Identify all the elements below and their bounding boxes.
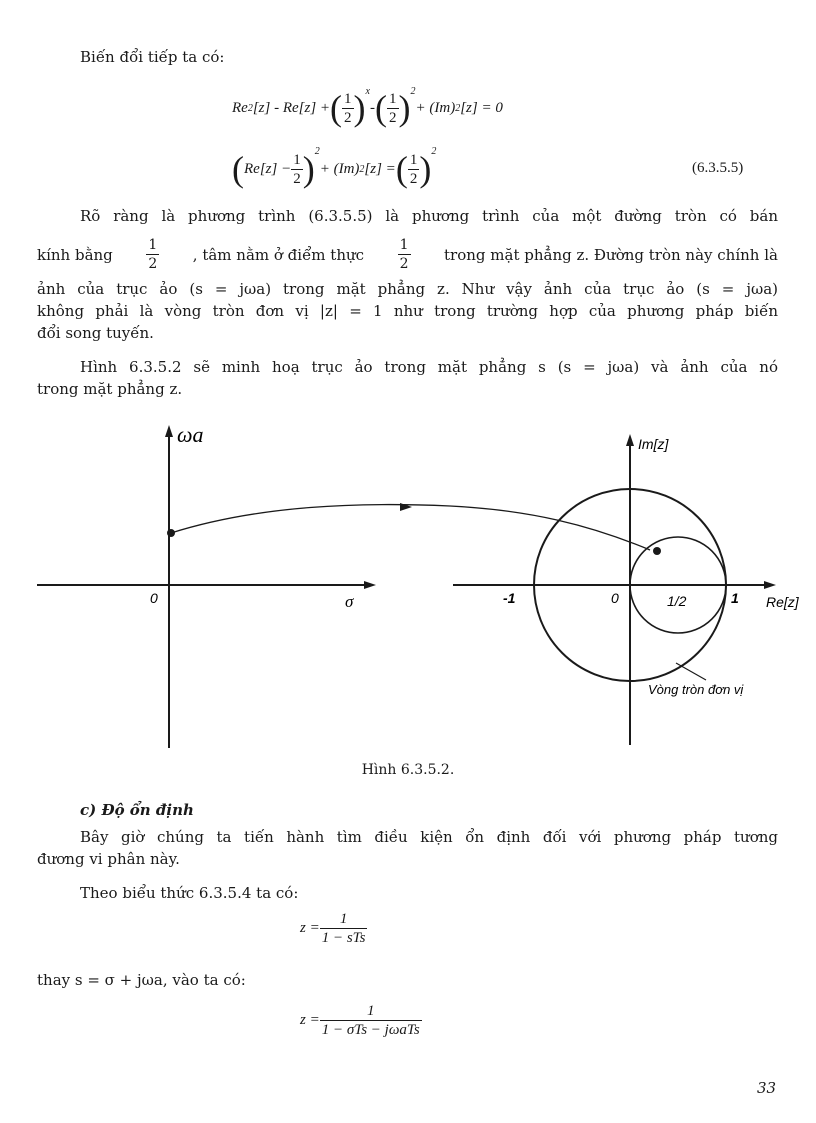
- section-heading: c) Độ ổn định: [80, 801, 194, 819]
- paragraph-1-line-5: đổi song tuyến.: [37, 324, 154, 342]
- tick-zero: 0: [611, 590, 619, 606]
- s-plane-omega-label: ωa: [177, 422, 204, 447]
- s-plane-origin-label: 0: [150, 590, 158, 606]
- paragraph-3-line-1: Bây giờ chúng ta tiến hành tìm điều kiện ổn định đối với phương pháp tương: [80, 828, 778, 846]
- z-plane-im-label: Im[z]: [638, 436, 669, 452]
- paragraph-1-line-1: Rõ ràng là phương trình (6.3.5.5) là phương trình của một đường tròn có bán: [80, 207, 778, 225]
- paragraph-5: thay s = σ + jωa, vào ta có:: [37, 971, 246, 989]
- unit-circle-label: Vòng tròn đơn vị: [648, 682, 744, 697]
- page-number: 33: [757, 1079, 777, 1097]
- mapping-curve: [171, 505, 650, 550]
- figure-caption: Hình 6.3.5.2.: [361, 762, 455, 778]
- s-plane-vertical-arrow: [165, 425, 173, 437]
- z-plane-point: [653, 547, 661, 555]
- paragraph-2-line-1: Hình 6.3.5.2 sẽ minh hoạ trục ảo trong mặt phẳng s (s = jωa) và ảnh của nó: [80, 358, 778, 376]
- equation-1: Re 2 [z] - Re[z] + ( $\frac{1}{2}$ ) $^x$ - ( $\frac{1}{2}$ ) $^2$ + (Im) 2 [z] = 0: [232, 86, 503, 128]
- tick-half: 1/2: [667, 593, 687, 609]
- s-plane-horizontal-arrow: [364, 581, 376, 589]
- equation-2: ( Re[z] − $\frac{1}{2}$ ) $^2$ + (Im) 2 [z] = ( $\frac{1}{2}$ ) $^2$: [232, 146, 437, 189]
- z-plane-horizontal-arrow: [764, 581, 776, 589]
- paragraph-1-line-3: ảnh của trục ảo (s = jωa) trong mặt phẳng z. Như vậy ảnh của trục ảo (s = jωa): [37, 280, 778, 298]
- equation-4: z = $\frac{1}{\text{1 − σTs − jωaTs}}$: [300, 1003, 420, 1038]
- paragraph-4: Theo biểu thức 6.3.5.4 ta có:: [80, 884, 299, 902]
- equation-3: z = $\frac{1}{\text{1 − sTs}}$: [300, 911, 366, 946]
- paragraph-2-line-2: trong mặt phẳng z.: [37, 380, 183, 398]
- intro-text: Biến đổi tiếp ta có:: [80, 48, 225, 66]
- paragraph-3-line-2: đương vi phân này.: [37, 850, 180, 868]
- unit-circle-leader: [676, 663, 706, 680]
- s-plane-sigma-label: σ: [345, 592, 354, 611]
- z-plane-re-label: Re[z]: [766, 594, 799, 610]
- tick-one: 1: [731, 590, 739, 606]
- z-plane-vertical-arrow: [626, 434, 634, 446]
- paragraph-1-line-2: kính bằng $\frac{1}{2}$ , tâm nằm ở điểm thực $\frac{1}{2}$ trong mặt phẳng z. Đường tròn này chính là: [37, 237, 778, 272]
- tick-minus-one: -1: [503, 590, 516, 606]
- paragraph-1-line-4: không phải là vòng tròn đơn vị |z| = 1 như trong trường hợp của phương pháp biến: [37, 302, 778, 320]
- equation-number: (6.3.5.5): [692, 160, 744, 176]
